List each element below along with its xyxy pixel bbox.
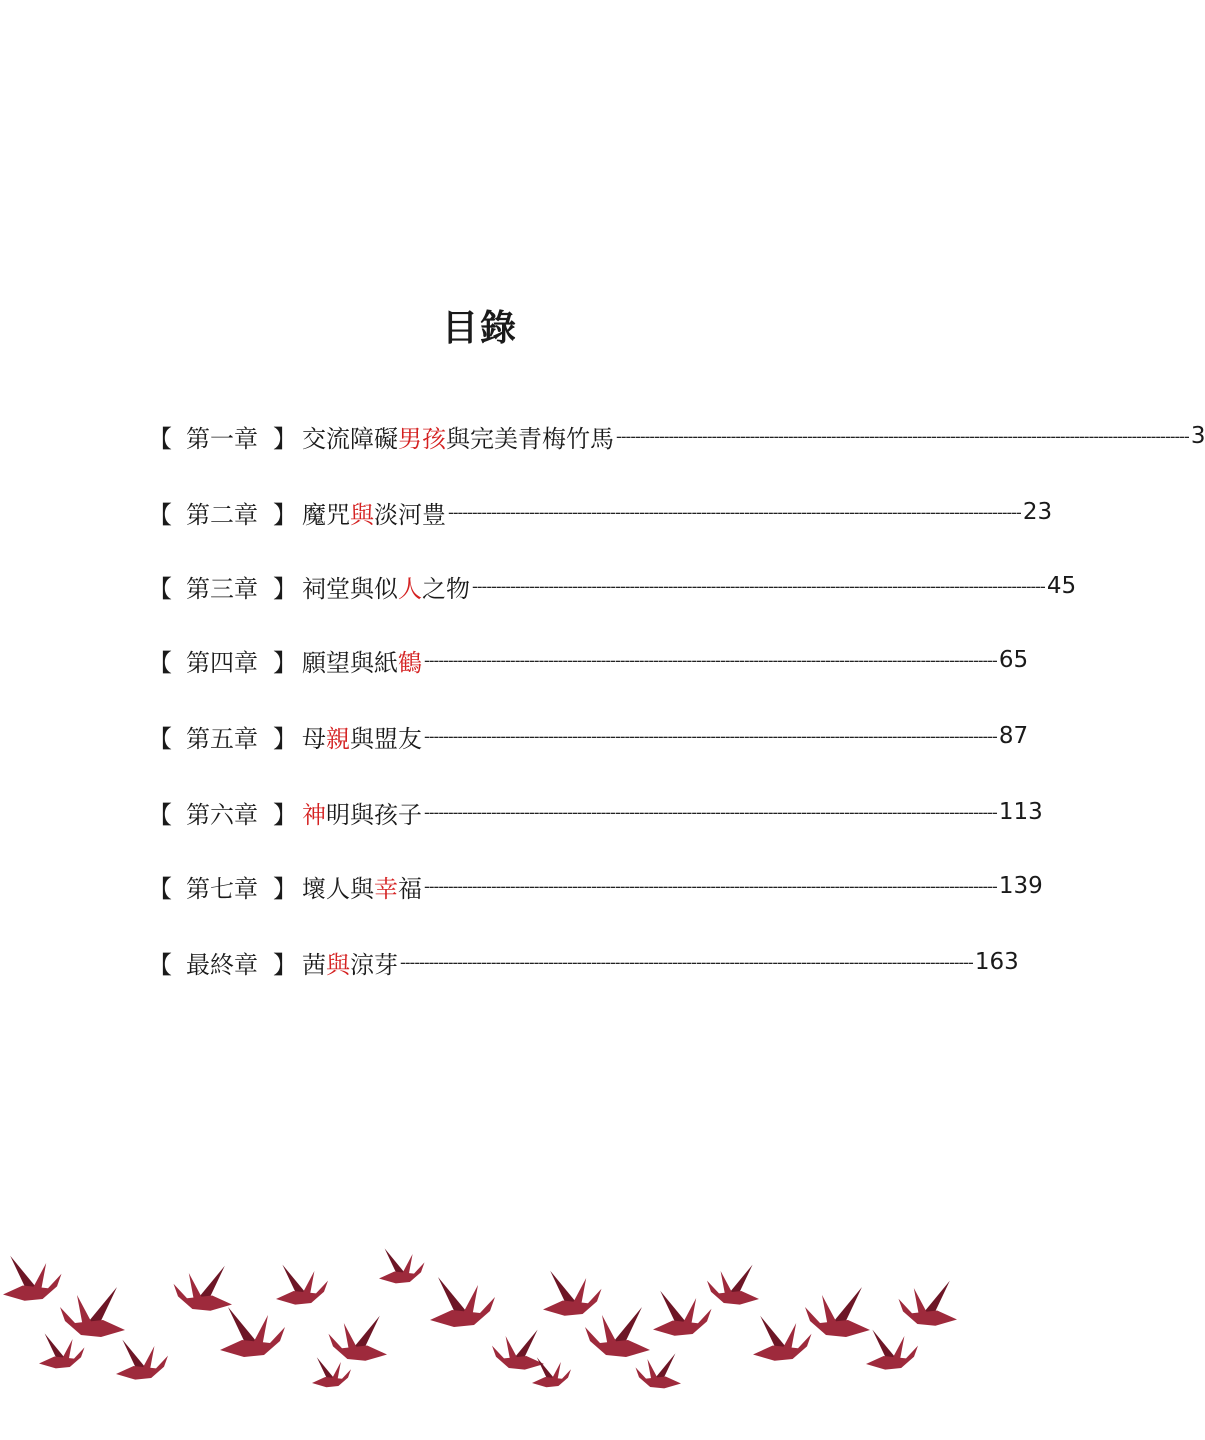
title-text: 福 [398, 874, 422, 903]
title-text: 壞人與 [302, 874, 374, 903]
close-bracket: 】 [273, 800, 297, 829]
open-bracket: 【 [148, 950, 172, 979]
page-number: 65 [998, 647, 1029, 673]
crane-icon [312, 1357, 351, 1387]
title-text: 與盟友 [350, 724, 422, 753]
toc-entry [148, 640, 1029, 680]
crane-icon [39, 1333, 85, 1368]
dot-leader: ------------------------------------------------------------------------------------------------------------------------ [424, 650, 997, 670]
crane-icon [899, 1281, 958, 1326]
highlighted-title-text: 神 [302, 800, 326, 829]
crane-icon [220, 1307, 285, 1357]
close-bracket: 】 [273, 724, 297, 753]
title-text: 祠堂與似 [302, 574, 398, 603]
title-text: 之物 [422, 574, 470, 603]
chapter-title [302, 495, 446, 530]
crane-icon [3, 1256, 62, 1301]
page-number: 3 [1190, 423, 1205, 449]
chapter-label: 第一章 [186, 424, 258, 453]
chapter-title [302, 569, 470, 604]
open-bracket: 【 [148, 874, 172, 903]
dot-leader: ------------------------------------------------------------------------------------------------------------------------ [400, 952, 973, 972]
chapter-label: 第七章 [186, 874, 258, 903]
crane-icon [653, 1291, 712, 1336]
page-number: 139 [998, 873, 1043, 899]
dot-leader: ------------------------------------------------------------------------------------------------------------------------ [448, 502, 1021, 522]
toc-entry [148, 942, 1019, 982]
close-bracket: 】 [273, 950, 297, 979]
title-text: 交流障礙 [302, 424, 398, 453]
highlighted-title-text: 男孩 [398, 424, 446, 453]
crane-icon [753, 1316, 812, 1361]
title-text: 茜 [302, 950, 326, 979]
chapter-label: 最終章 [186, 950, 258, 979]
highlighted-title-text: 人 [398, 574, 422, 603]
paper-cranes-decoration [0, 1230, 960, 1400]
toc-entry [148, 492, 1053, 532]
crane-icon [636, 1353, 682, 1388]
open-bracket: 【 [148, 800, 172, 829]
page-number: 23 [1022, 499, 1053, 525]
title-text: 明與孩子 [326, 800, 422, 829]
open-bracket: 【 [148, 724, 172, 753]
open-bracket: 【 [148, 500, 172, 529]
highlighted-title-text: 與 [350, 500, 374, 529]
crane-icon [430, 1277, 495, 1327]
chapter-label: 第六章 [186, 800, 258, 829]
crane-icon [707, 1265, 759, 1305]
highlighted-title-text: 親 [326, 724, 350, 753]
crane-icon [543, 1271, 602, 1316]
toc-entry [148, 416, 1205, 456]
page-number: 163 [974, 949, 1019, 975]
crane-icon [585, 1307, 650, 1357]
highlighted-title-text: 與 [326, 950, 350, 979]
crane-icon [329, 1316, 388, 1361]
toc-entry [148, 566, 1077, 606]
crane-icon [805, 1287, 870, 1337]
close-bracket: 】 [273, 424, 297, 453]
title-text: 願望與紙 [302, 648, 398, 677]
close-bracket: 】 [273, 574, 297, 603]
highlighted-title-text: 幸 [374, 874, 398, 903]
page-title: 目錄 [441, 308, 518, 349]
dot-leader: ------------------------------------------------------------------------------------------------------------------------ [472, 576, 1045, 596]
chapter-title [302, 643, 422, 678]
dot-leader: ------------------------------------------------------------------------------------------------------------------------ [424, 726, 997, 746]
page-number: 113 [998, 799, 1043, 825]
crane-icon [116, 1340, 168, 1380]
close-bracket: 】 [273, 500, 297, 529]
dot-leader: ------------------------------------------------------------------------------------------------------------------------ [424, 802, 997, 822]
crane-icon [866, 1330, 918, 1370]
page-number: 45 [1046, 573, 1077, 599]
chapter-title [302, 869, 422, 904]
dot-leader: ------------------------------------------------------------------------------------------------------------------------ [616, 426, 1189, 446]
highlighted-title-text: 鶴 [398, 648, 422, 677]
chapter-label: 第五章 [186, 724, 258, 753]
chapter-label: 第四章 [186, 648, 258, 677]
title-text: 涼芽 [350, 950, 398, 979]
open-bracket: 【 [148, 424, 172, 453]
crane-icon [379, 1248, 425, 1283]
chapter-title [302, 419, 614, 454]
chapter-title [302, 945, 398, 980]
close-bracket: 】 [273, 874, 297, 903]
title-text: 淡河豊 [374, 500, 446, 529]
title-text: 與完美青梅竹馬 [446, 424, 614, 453]
toc-entry [148, 866, 1043, 906]
chapter-title [302, 795, 422, 830]
crane-icon [60, 1287, 125, 1337]
chapter-label: 第三章 [186, 574, 258, 603]
crane-icon [174, 1266, 233, 1311]
open-bracket: 【 [148, 648, 172, 677]
title-text: 魔咒 [302, 500, 350, 529]
toc-entry [148, 792, 1043, 832]
open-bracket: 【 [148, 574, 172, 603]
crane-icon [276, 1265, 328, 1305]
close-bracket: 】 [273, 648, 297, 677]
page-number: 87 [998, 723, 1029, 749]
toc-entry [148, 716, 1029, 756]
chapter-title [302, 719, 422, 754]
crane-icon [492, 1330, 544, 1370]
dot-leader: ------------------------------------------------------------------------------------------------------------------------ [424, 876, 997, 896]
title-text: 母 [302, 724, 326, 753]
chapter-label: 第二章 [186, 500, 258, 529]
